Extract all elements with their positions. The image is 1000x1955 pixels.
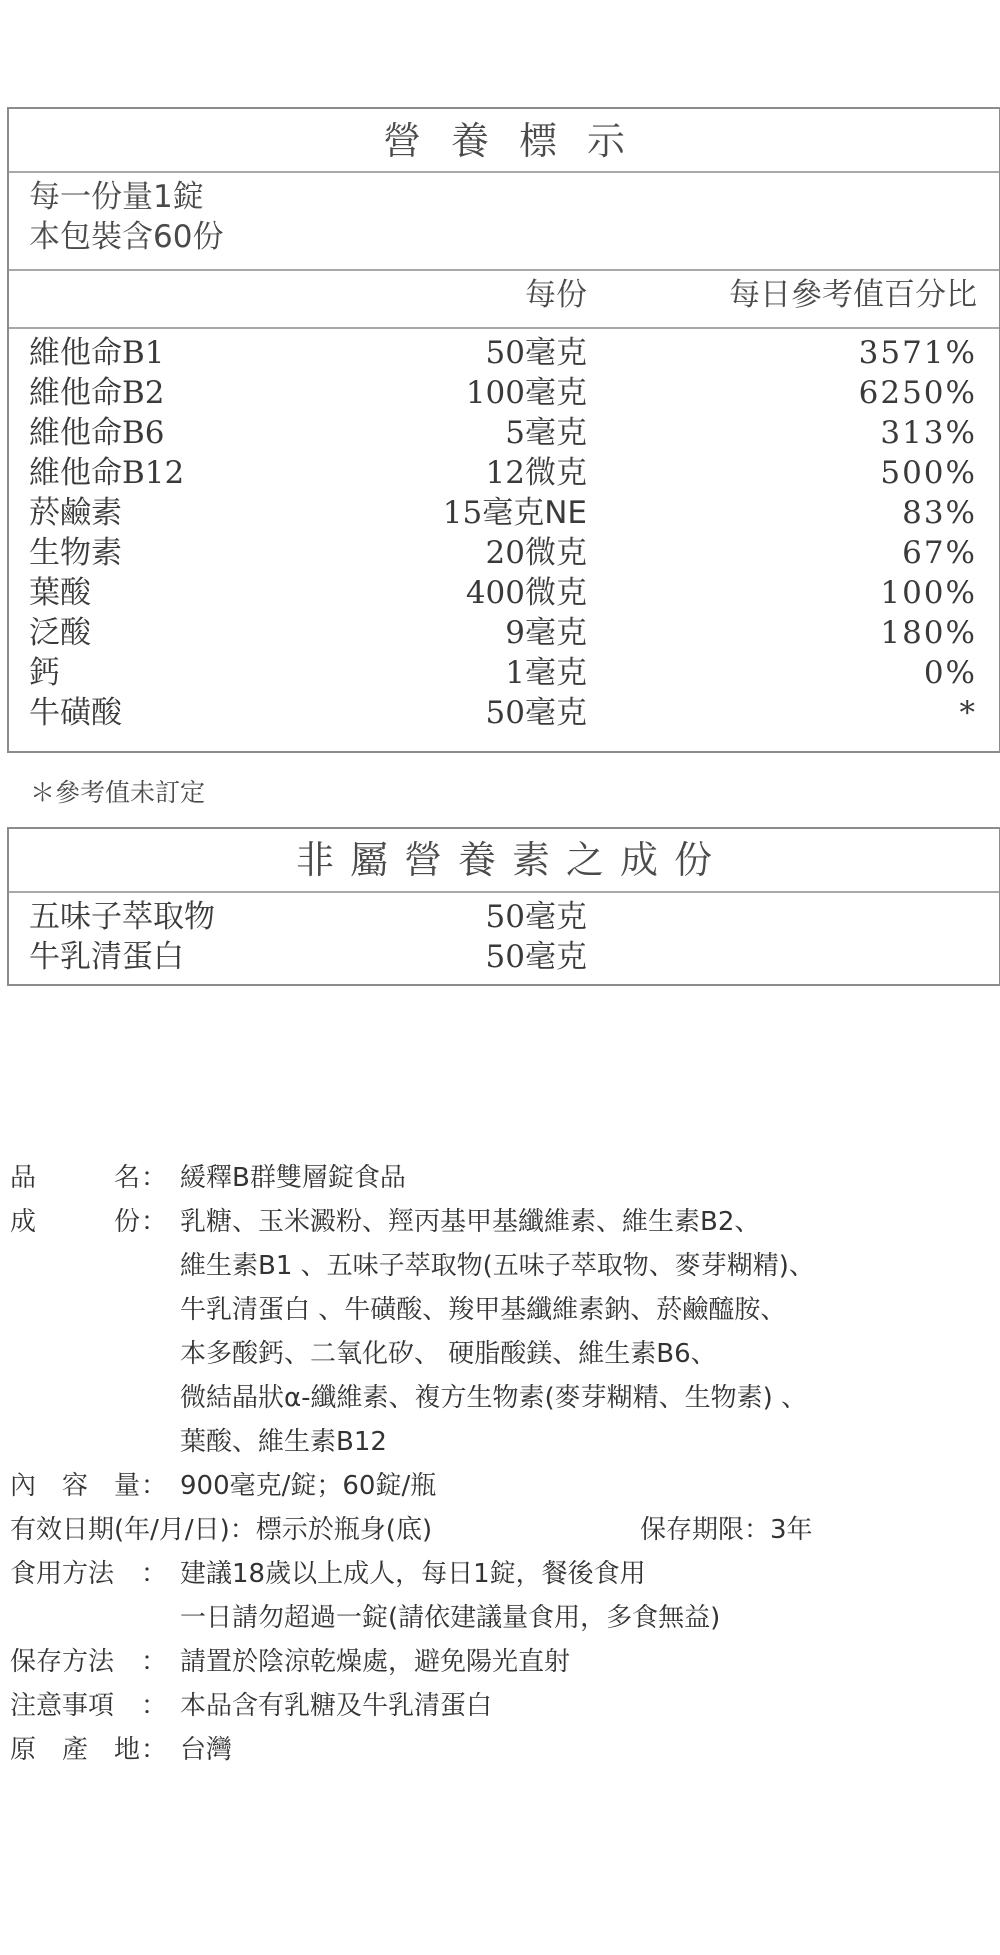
ingredients-line: 維生素B1 、五味子萃取物(五味子萃取物、麥芽糊精)、 bbox=[180, 1251, 815, 1281]
non-nutrient-divider bbox=[9, 891, 999, 893]
nutrient-amount: 12微克 bbox=[485, 455, 587, 491]
nutrient-daily-value: 67% bbox=[902, 535, 977, 571]
usage-line: 一日請勿超過一錠(請依建議量食用，多食無益) bbox=[180, 1603, 721, 1633]
nutrient-row bbox=[9, 413, 999, 453]
nutrient-row bbox=[9, 613, 999, 653]
nutrient-name: 鈣 bbox=[29, 655, 60, 691]
column-daily-value: 每日參考值百分比 bbox=[729, 277, 977, 313]
non-nutrient-name: 牛乳清蛋白 bbox=[29, 939, 184, 975]
shelf-life: 保存期限：3年 bbox=[640, 1515, 813, 1545]
reference-footnote: ＊參考值未訂定 bbox=[30, 778, 206, 807]
nutrient-name: 泛酸 bbox=[29, 615, 91, 651]
non-nutrient-row bbox=[9, 897, 999, 937]
nutrient-amount: 400微克 bbox=[465, 575, 587, 611]
non-nutrient-title: 非屬營養素之成份 bbox=[295, 838, 728, 882]
non-nutrient-row bbox=[9, 937, 999, 977]
nutrient-daily-value: 6250% bbox=[858, 375, 977, 411]
nutrient-daily-value: 83% bbox=[902, 495, 977, 531]
non-nutrient-name: 五味子萃取物 bbox=[29, 899, 215, 935]
notice: 本品含有乳糖及牛乳清蛋白 bbox=[180, 1691, 493, 1721]
nutrient-daily-value: 180% bbox=[880, 615, 977, 651]
nutrient-row bbox=[9, 373, 999, 413]
nutrient-row bbox=[9, 573, 999, 613]
nutrient-amount: 50毫克 bbox=[485, 695, 587, 731]
nutrient-name: 維他命B2 bbox=[29, 375, 165, 411]
nutrient-name: 牛磺酸 bbox=[29, 695, 122, 731]
origin: 台灣 bbox=[180, 1735, 233, 1765]
label-storage: 保存方法 bbox=[10, 1647, 115, 1677]
nutrient-name: 葉酸 bbox=[29, 575, 91, 611]
usage-line: 建議18歲以上成人，每日1錠，餐後食用 bbox=[180, 1559, 646, 1589]
ingredients-line: 本多酸鈣、二氧化矽、 硬脂酸鎂、維生素B6、 bbox=[180, 1339, 717, 1369]
nutrient-row bbox=[9, 693, 999, 733]
nutrient-daily-value: 100% bbox=[880, 575, 977, 611]
nutrient-daily-value: 0% bbox=[923, 655, 977, 691]
nutrient-amount: 20微克 bbox=[485, 535, 587, 571]
nutrient-amount: 5毫克 bbox=[505, 415, 587, 451]
net-content: 900毫克/錠；60錠/瓶 bbox=[180, 1471, 437, 1501]
label-notice: 注意事項 bbox=[10, 1691, 115, 1721]
nutrient-row bbox=[9, 333, 999, 373]
nutrient-name: 維他命B12 bbox=[29, 455, 185, 491]
nutrient-amount: 100毫克 bbox=[465, 375, 587, 411]
nutrition-title: 營養標示 bbox=[382, 119, 655, 163]
header-divider bbox=[9, 327, 999, 329]
nutrient-row bbox=[9, 493, 999, 533]
nutrient-row bbox=[9, 453, 999, 493]
nutrient-amount: 9毫克 bbox=[505, 615, 587, 651]
ingredients-line: 乳糖、玉米澱粉、羥丙基甲基纖維素、維生素B2、 bbox=[180, 1207, 761, 1237]
serving-divider bbox=[9, 269, 999, 271]
column-per-serving: 每份 bbox=[525, 277, 587, 313]
ingredients-line: 牛乳清蛋白 、牛磺酸、羧甲基纖維素鈉、菸鹼醯胺、 bbox=[180, 1295, 787, 1325]
label-net-content: 內 容 量 bbox=[10, 1471, 140, 1501]
ingredients-line: 微結晶狀α-纖維素、複方生物素(麥芽糊精、生物素) 、 bbox=[180, 1383, 808, 1413]
nutrient-name: 生物素 bbox=[29, 535, 122, 571]
serving-size: 每一份量1錠 bbox=[29, 179, 204, 215]
nutrient-daily-value: 313% bbox=[880, 415, 977, 451]
expiry-label: 有效日期(年/月/日)：標示於瓶身(底) bbox=[10, 1515, 433, 1545]
nutrient-row bbox=[9, 653, 999, 693]
nutrient-daily-value: 500% bbox=[880, 455, 977, 491]
non-nutrient-amount: 50毫克 bbox=[485, 939, 587, 975]
non-nutrient-amount: 50毫克 bbox=[485, 899, 587, 935]
label-product-name: 品 名 bbox=[10, 1163, 140, 1193]
nutrient-name: 維他命B6 bbox=[29, 415, 165, 451]
nutrient-amount: 50毫克 bbox=[485, 335, 587, 371]
storage: 請置於陰涼乾燥處，避免陽光直射 bbox=[180, 1647, 571, 1677]
non-nutrient-table bbox=[7, 827, 1000, 986]
nutrient-daily-value: * bbox=[959, 695, 977, 731]
nutrient-amount: 1毫克 bbox=[505, 655, 587, 691]
nutrient-row bbox=[9, 533, 999, 573]
ingredients-line: 葉酸、維生素B12 bbox=[180, 1427, 387, 1457]
nutrient-name: 維他命B1 bbox=[29, 335, 165, 371]
label-ingredients: 成 份 bbox=[10, 1207, 140, 1237]
nutrient-name: 菸鹼素 bbox=[29, 495, 122, 531]
label-origin: 原 產 地 bbox=[10, 1735, 140, 1765]
nutrient-amount: 15毫克NE bbox=[442, 495, 587, 531]
servings-per-package: 本包裝含60份 bbox=[29, 219, 224, 255]
product-name: 緩釋B群雙層錠食品 bbox=[180, 1163, 406, 1193]
title-divider bbox=[9, 171, 999, 173]
label-usage: 食用方法 bbox=[10, 1559, 115, 1589]
nutrient-daily-value: 3571% bbox=[858, 335, 977, 371]
nutrition-facts-table bbox=[7, 107, 1000, 753]
